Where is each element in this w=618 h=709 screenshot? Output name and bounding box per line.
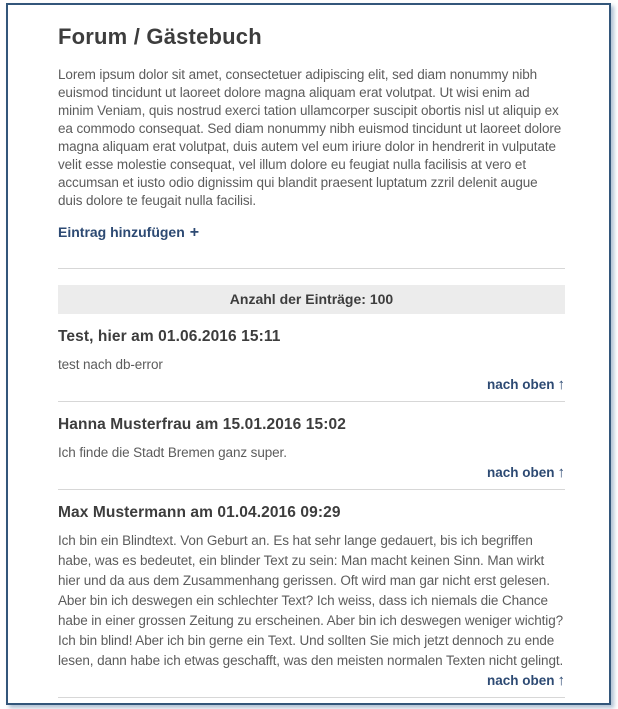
back-to-top-row xyxy=(58,376,565,393)
entry-heading: Hanna Musterfrau am 15.01.2016 15:02 xyxy=(58,416,346,433)
back-to-top-link[interactable] xyxy=(487,465,565,480)
entry-heading: Test, hier am 01.06.2016 15:11 xyxy=(58,328,281,345)
section-divider xyxy=(58,268,565,269)
entry-heading: Max Mustermann am 01.04.2016 09:29 xyxy=(58,504,341,521)
back-to-top-link[interactable] xyxy=(487,377,565,392)
guestbook-entry xyxy=(58,416,565,490)
arrow-up-icon: ↑ xyxy=(557,376,565,393)
arrow-up-icon: ↑ xyxy=(557,672,565,689)
entry-count-banner: Anzahl der Einträge: 100 xyxy=(58,285,565,314)
back-to-top-label: nach oben xyxy=(486,377,555,392)
back-to-top-label: nach oben xyxy=(486,465,555,480)
back-to-top-row xyxy=(58,464,565,481)
page-title: Forum / Gästebuch xyxy=(58,24,262,49)
arrow-up-icon: ↑ xyxy=(557,464,565,481)
guestbook-entry xyxy=(58,328,565,402)
intro-paragraph: Lorem ipsum dolor sit amet, consectetuer adipiscing elit, sed diam nonummy nibh euismod tincidunt ut laoreet dolore magna aliquam erat volutpat. Ut wisi enim ad minim Veniam, quis nostrud exerci tation ullamcorper suscipit obortis nisl ut aliquip ex ea commodo consequat. Sed diam nonummy nibh euismod tincidunt ut laoreet dolore magna aliquam erat volutpat, duis autem vel eum iriure dolor in hendrerit in vulputate velit esse molestie consequat, vel illum dolore eu feugiat nulla facilisis at vero et accumsan et iusto odio dignissim qui blandit praesent luptatum zzril delenit augue duis dolore te feugait nulla facilisi. xyxy=(58,67,562,208)
entry-text: test nach db-error xyxy=(58,357,163,372)
guestbook-page xyxy=(6,3,611,705)
entry-text: Ich bin ein Blindtext. Von Geburt an. Es hat sehr lange gedauert, bis ich begriffen habe, was es bedeutet, ein blinder Text zu sein: Man macht keinen Sinn. Man wirkt hier und da aus dem Zusammenhang gerissen. Oft wird man gar nicht erst gelesen. Aber bin ich deswegen ein schlechter Text? Ich weiss, dass ich niemals die Chance habe in einer grossen Zeitung zu erscheinen. Aber bin ich deswegen weniger wichtig? Ich bin blind! Aber ich bin gerne ein Text. Und sollten Sie mich jetzt dennoch zu ende lesen, dann habe ich etwas geschafft, was den meisten normalen Texten nicht gelingt. xyxy=(58,533,564,668)
add-entry-link[interactable] xyxy=(58,224,199,242)
add-entry-label: Eintrag hinzufügen xyxy=(58,224,185,240)
plus-icon: + xyxy=(189,224,200,241)
entry-text: Ich finde die Stadt Bremen ganz super. xyxy=(58,445,287,460)
guestbook-entry xyxy=(58,504,565,698)
back-to-top-label: nach oben xyxy=(486,673,555,688)
